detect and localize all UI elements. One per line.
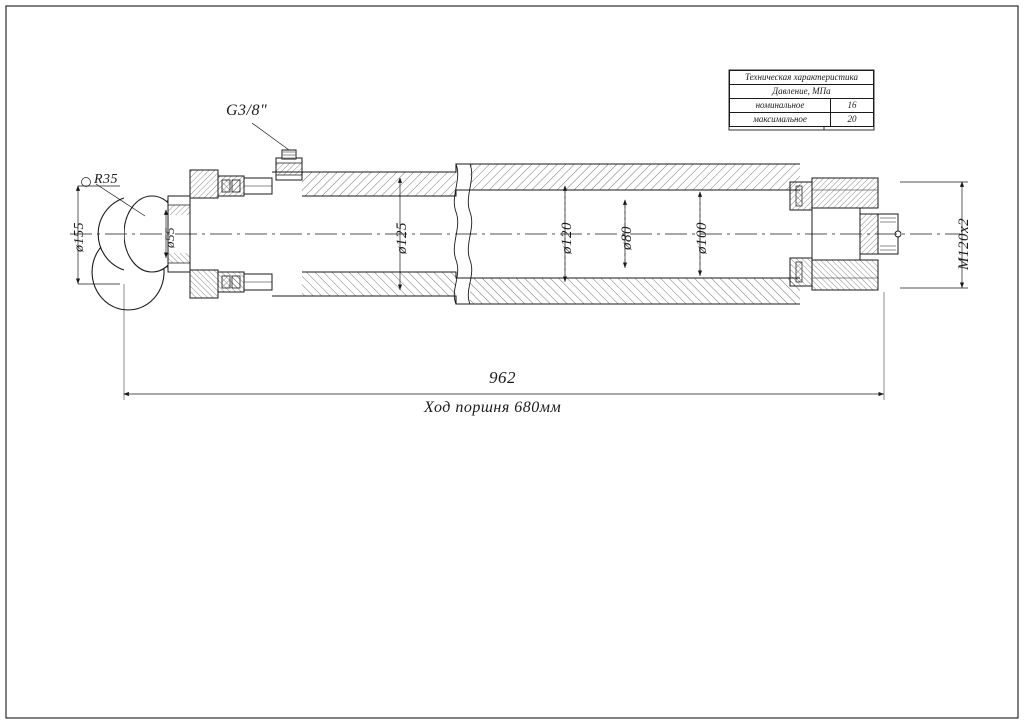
label-rod-diameter: ø80 xyxy=(619,226,635,250)
label-sphere-radius: R35 xyxy=(94,172,119,187)
label-barrel-inner-diameter: ø120 xyxy=(559,222,575,254)
spec-row-label: максимальное xyxy=(730,113,831,127)
spec-row-label: номинальное xyxy=(730,99,831,113)
label-barrel-outer-diameter: ø125 xyxy=(394,222,410,254)
table-row xyxy=(730,113,874,127)
spec-table-header-row xyxy=(730,71,874,85)
label-piston-diameter: ø100 xyxy=(694,222,710,254)
label-eye-diameter: ø155 xyxy=(72,222,87,252)
label-rod-thread: M120x2 xyxy=(956,217,972,270)
spec-table-subheader-row xyxy=(730,85,874,99)
label-pin-diameter: ø55 xyxy=(162,227,177,248)
label-overall-length: 962 xyxy=(489,368,516,387)
spec-table xyxy=(729,70,874,127)
spec-table-subheader: Давление, МПа xyxy=(730,85,874,99)
spec-table-header: Техническая характеристика xyxy=(730,71,874,85)
label-stroke-note: Ход поршня 680мм xyxy=(424,399,562,416)
spec-row-value: 16 xyxy=(831,99,874,113)
table-row xyxy=(730,99,874,113)
label-port-thread: G3/8" xyxy=(226,102,268,119)
cylinder-section-view xyxy=(70,150,960,310)
spec-row-value: 20 xyxy=(831,113,874,127)
